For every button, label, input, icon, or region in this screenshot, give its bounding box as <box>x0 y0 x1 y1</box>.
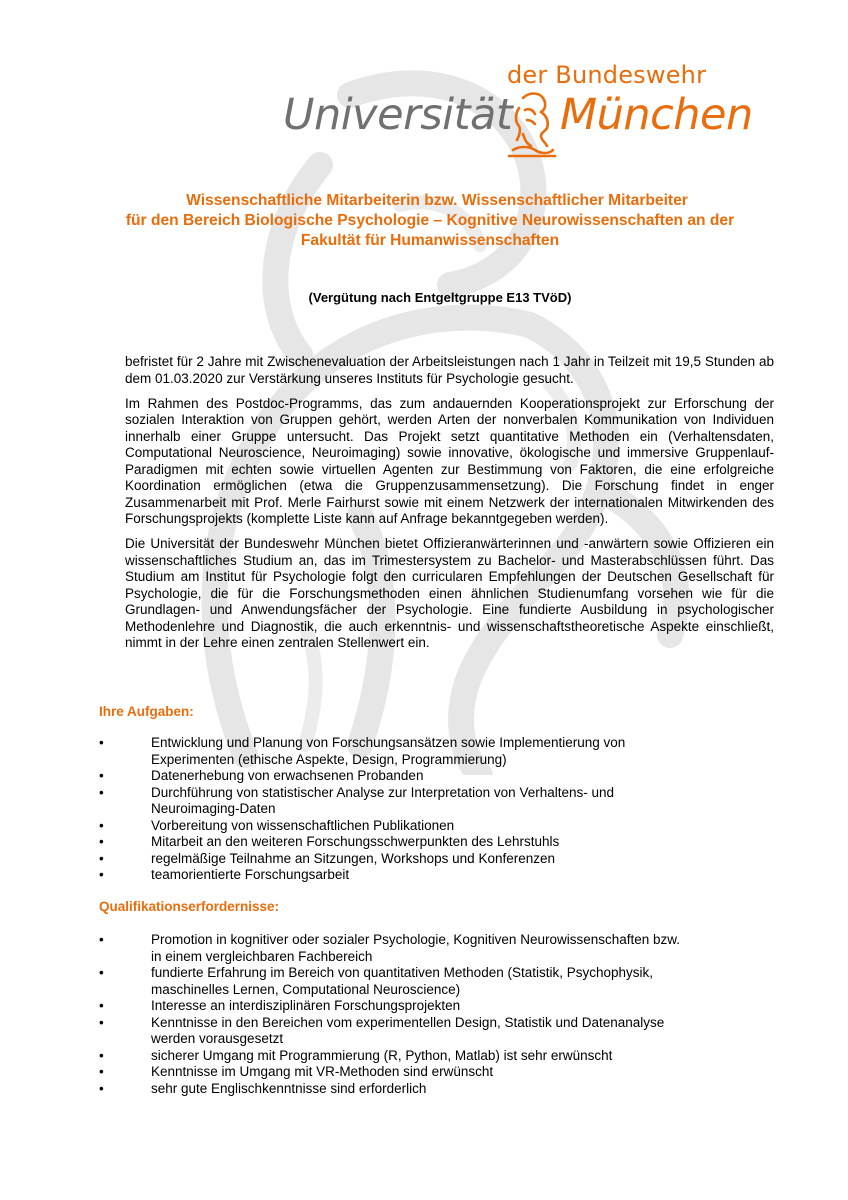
list-item: • Durchführung von statistischer Analyse zur Interpretation von Verhaltens- und Neuroimaging-Daten <box>99 784 615 816</box>
list-item: • sicherer Umgang mit Programmierung (R, Python, Matlab) ist sehr erwünscht <box>99 1047 613 1063</box>
list-item: • Entwicklung und Planung von Forschungsansätzen sowie Implementierung von Experimenten (ethische Aspekte, Design, Programmierung) <box>99 735 626 767</box>
aufgaben-list <box>99 735 699 884</box>
pay-grade: (Vergütung nach Entgeltgruppe E13 TVöD) <box>308 290 572 305</box>
list-item: • regelmäßige Teilnahme an Sitzungen, Workshops und Konferenzen <box>99 850 555 866</box>
list-item: • Vorbereitung von wissenschaftlichen Publikationen <box>99 817 455 833</box>
body-text <box>125 354 774 661</box>
section-heading-qualifikation: Qualifikationserfordernisse: <box>99 899 280 914</box>
section-heading-aufgaben: Ihre Aufgaben: <box>99 704 194 719</box>
list-item: • Kenntnisse in den Bereichen vom experimentellen Design, Statistik und Datenanalyse werden vorausgesetzt <box>99 1014 665 1046</box>
list-item: • Datenerhebung von erwachsenen Probanden <box>99 768 424 783</box>
job-title <box>90 191 770 251</box>
list-item: • Mitarbeit an den weiteren Forschungsschwerpunkten des Lehrstuhls <box>99 834 560 849</box>
logo-muenchen: München <box>560 90 753 140</box>
job-title-line-1: Wissenschaftliche Mitarbeiterin bzw. Wissenschaftlicher Mitarbeiter <box>186 192 688 209</box>
qualifikation-list <box>99 932 749 1097</box>
list-item: • sehr gute Englischkenntnisse sind erforderlich <box>99 1080 427 1096</box>
list-item: • Promotion in kognitiver oder sozialer Psychologie, Kognitiven Neurowissenschaften bzw. in einem vergleichbaren Fachbereich <box>99 932 681 964</box>
paragraph-befristet: befristet für 2 Jahre mit Zwischenevaluation der Arbeitsleistungen nach 1 Jahr in Teilzeit mit 19,5 Stunden ab dem 01.03.2020 zur Verstärkung unseres Instituts für Psychologie gesucht. <box>125 354 774 386</box>
job-title-line-3: Fakultät für Humanwissenschaften <box>300 232 560 249</box>
paragraph-postdoc: Im Rahmen des Postdoc-Programms, das zum andauernden Kooperationsprojekt zur Erforschung der sozialen Interaktion von Gruppen gehört, werden Arten der nonverbalen Kommunikation von Individuen innerhalb einer Gruppe untersucht. Das Projekt setzt quantitative Methoden ein (Verhaltensdaten, Computational Neuroscience, Neuroimaging) sowie innovative, ökologische und immersive Gruppenlauf-Paradigmen mit echten sowie virtuellen Agenten zur Bestimmung von Faktoren, die eine erfolgreiche Koordination ermöglichen (etwa die Gruppenzusammensetzung). Die Forschung findet in enger Zusammenarbeit mit Prof. Merle Fairhurst sowie mit einem Netzwerk der internationalen Mitwirkenden des Forschungsprojekts (komplette Liste kann auf Anfrage bekanntgegeben werden). <box>125 395 774 527</box>
job-title-line-2: für den Bereich Biologische Psychologie – Kognitive Neurowissenschaften an der <box>125 212 735 229</box>
list-item: • Kenntnisse im Umgang mit VR-Methoden sind erwünscht <box>99 1064 494 1079</box>
list-item: • Interesse an interdisziplinären Forschungsprojekten <box>99 998 461 1013</box>
list-item: • fundierte Erfahrung im Bereich von quantitativen Methoden (Statistik, Psychophysik, maschinelles Lernen, Computational Neuroscience) <box>99 965 654 997</box>
paragraph-universitaet: Die Universität der Bundeswehr München bietet Offizieranwärterinnen und -anwärtern sowie Offizieren ein wissenschaftliches Studium an, das im Trimestersystem zu Bachelor- und Masterabschlüssen führt. Das Studium am Institut für Psychologie folgt den curricularen Empfehlungen der Deutschen Gesellschaft für Psychologie, die für die Forschungsmethoden einen ähnlichen Studienumfang vorsehen wie für die Grundlagen- und Anwendungsfächer der Psychologie. Eine fundierte Ausbildung in psychologischer Methodenlehre und Diagnostik, die auch erkenntnis- und wissenschaftstheoretische Aspekte einschließt, nimmt in der Lehre einen zentralen Stellenwert ein. <box>125 536 774 651</box>
list-item: • teamorientierte Forschungsarbeit <box>99 867 350 882</box>
athena-head-icon <box>505 90 557 160</box>
logo-universitaet: Universität <box>283 90 513 140</box>
university-logo <box>283 60 753 165</box>
logo-der-bundeswehr: der Bundeswehr <box>507 61 707 89</box>
